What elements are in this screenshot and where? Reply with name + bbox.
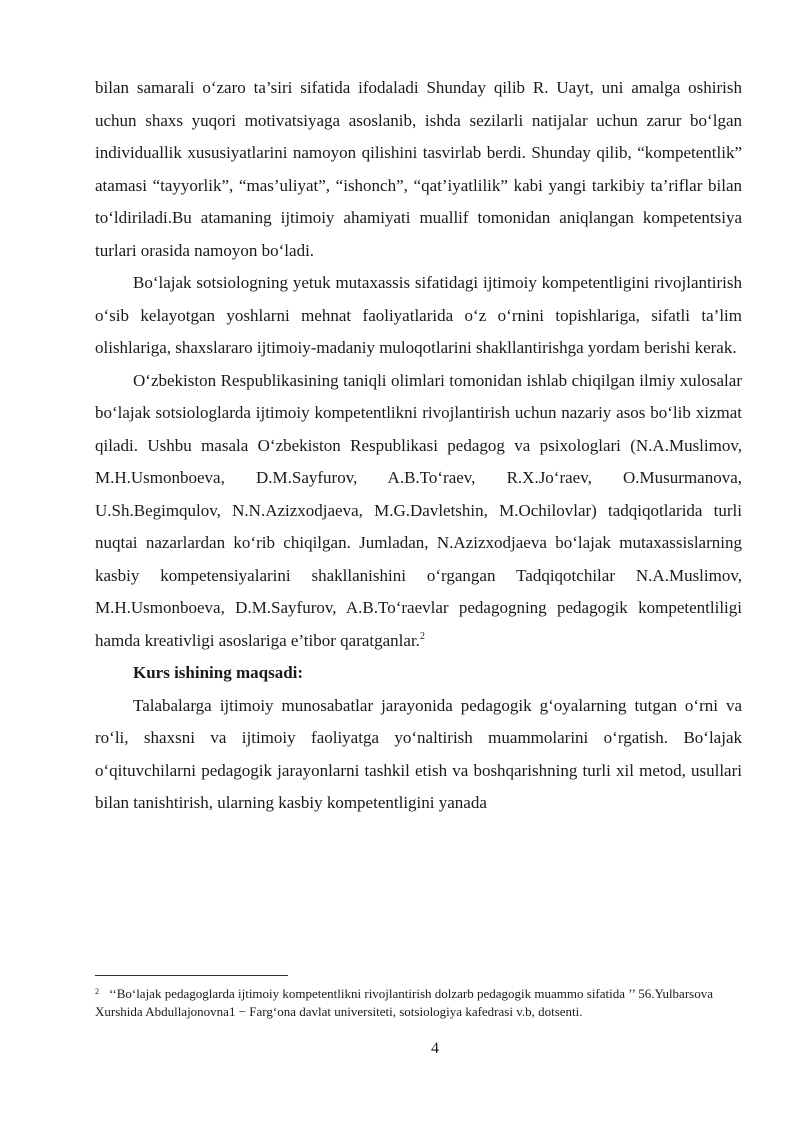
footnote-text: ‘‘Bo‘lajak pedagoglarda ijtimoiy kompetentlikni rivojlantirish dolzarb pedagogik muammo sifatida ’’ 56.Yulbarsova Xurshida Abdullajonovna1 − Farg‘ona davlat universiteti, sotsiologiya kafedrasi v.b, dotsenti. [95,986,713,1019]
page-number: 4 [431,1040,439,1057]
paragraph-1: bilan samarali o‘zaro ta’siri sifatida ifodaladi Shunday qilib R. Uayt, uni amalga oshirish uchun shaxs yuqori motivatsiyaga asoslanib, ishda sezilarli natijalar uchun zarur bo‘lgan individuallik xususiyatlarini namoyon qilishini tasvirlab berdi. Shunday qilib, “kompetentlik” atamasi “tayyorlik”, “mas’uliyat”, “ishonch”, “qat’iyatlilik” kabi yangi tarkibiy ta’riflar bilan to‘ldiriladi.Bu atamaning ijtimoiy ahamiyati muallif tomonidan aniqlangan kompetentsiya turlari orasida namoyon bo‘ladi. [95,78,742,260]
footnote-divider [95,975,288,976]
paragraph-2: Bo‘lajak sotsiologning yetuk mutaxassis sifatidagi ijtimoiy kompetentligini rivojlantirish o‘sib kelayotgan yoshlarni mehnat faoliyatlarida o‘z o‘rnini topishlariga, sifatli ta’lim olishlariga, shaxslararo ijtimoiy-madaniy muloqotlarini shakllantirishga yordam berishi kerak. [95,273,742,357]
paragraph-3 [95,365,742,658]
section-heading: Kurs ishining maqsadi: [133,663,304,682]
footnote-mark: 2 [95,987,99,996]
paragraph-3-text: O‘zbekiston Respublikasining taniqli olimlari tomonidan ishlab chiqilgan ilmiy xulosalar bo‘lajak sotsiologlarda ijtimoiy kompetentlikni rivojlantirish uchun nazariy asos bo‘lib xizmat qiladi. Ushbu masala O‘zbekiston Respublikasi pedagog va psixologlari (N.A.Muslimov, M.H.Usmonboeva, D.M.Sayfurov, A.B.To‘raev, R.X.Jo‘raev, O.Musurmanova, U.Sh.Begimqulov, N.N.Azizxodjaeva, M.G.Davletshin, M.Ochilovlar) tadqiqotlarida turli nuqtai nazarlardan ko‘rib chiqilgan. Jumladan, N.Azizxodjaeva bo‘lajak mutaxassislarning kasbiy kompetensiyalarini shakllanishini o‘rgangan Tadqiqotchilar N.A.Muslimov, M.H.Usmonboeva, D.M.Sayfurov, A.B.To‘raevlar pedagogning pedagogik kompetentliligi hamda kreativligi asoslariga e’tibor qaratganlar. [95,370,742,650]
footnote [95,983,735,1020]
paragraph-4: Talabalarga ijtimoiy munosabatlar jarayonida pedagogik g‘oyalarning tutgan o‘rni va ro‘li, shaxsni va ijtimoiy faoliyatga yo‘naltirish muammolarini o‘rgatish. Bo‘lajak o‘qituvchilarni pedagogik jarayonlarni tashkil etish va boshqarishning turli xil metod, usullari bilan tanishtirish, ularning kasbiy kompetentligini yanada [95,695,742,812]
footnote-reference: 2 [419,630,425,642]
page-body [95,72,742,820]
